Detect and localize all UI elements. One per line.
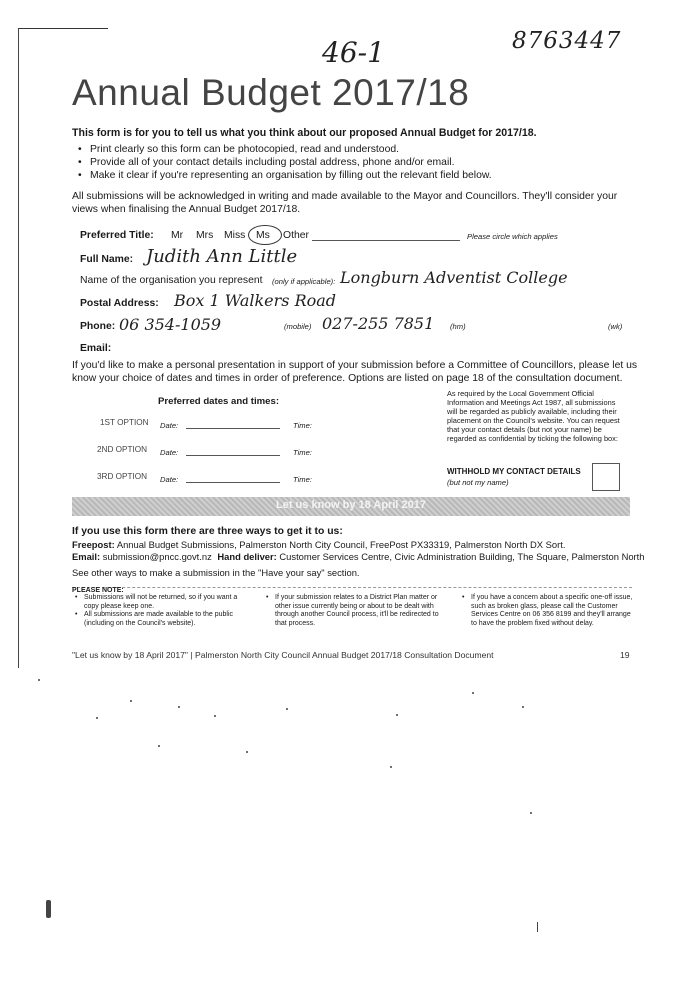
ways-heading: If you use this form there are three ways to get it to us: (72, 526, 343, 537)
scan-speck (390, 766, 392, 768)
scan-speck (246, 751, 248, 753)
please-note-heading: PLEASE NOTE: (72, 587, 124, 594)
note-item: • All submissions are made available to the public (including on the Council's website). (75, 611, 245, 628)
hand-deliver-text: Customer Services Centre, Civic Administration Building, The Square, Palmerston North (279, 551, 645, 562)
official-info-line: regarded as confidential by ticking the following box: (447, 434, 618, 443)
official-info-line: Information and Meetings Act 1987, all submissions (447, 398, 616, 407)
email-label: Email: (80, 343, 112, 354)
scan-speck (472, 692, 474, 694)
official-info-line: As required by the Local Government Official (447, 389, 594, 398)
circle-note: Please circle which applies (467, 232, 558, 241)
scan-speck (530, 812, 532, 814)
presentation-text: If you'd like to make a personal presentation in support of your submission before a Committee of Councillors, please let us know your choice of dates and times in order of preference. Options are listed on page 18 of the consultation document. (72, 360, 638, 384)
freepost-label: Freepost: (72, 539, 115, 550)
mobile-value[interactable]: 027-255 7851 (322, 314, 435, 333)
instruction-list (78, 143, 492, 182)
phone-label: Phone: (80, 321, 116, 332)
scan-speck (158, 745, 160, 747)
ms-circle-mark (248, 225, 282, 245)
option-1-date-label: Date: (160, 421, 179, 430)
option-3-time-label: Time: (293, 475, 312, 484)
scan-speck (130, 700, 132, 702)
withhold-note: (but not my name) (447, 478, 509, 487)
list-item: • Provide all of your contact details including postal address, phone and/or email. (78, 156, 492, 169)
hm-label: (hm) (450, 322, 466, 331)
note-item: • If your submission relates to a District Plan matter or other issue currently being or about to be dealt with through another Council process, it'll be redirected to that process. (266, 594, 444, 628)
list-item: • Print clearly so this form can be photocopied, read and understood. (78, 143, 492, 156)
email-line (72, 551, 645, 562)
note-item: • If you have a concern about a specific one-off issue, such as broken glass, please call the Customer Services Centre on 06 356 8199 and they'll arrange to have the problem fixed without delay. (462, 594, 634, 628)
withhold-checkbox[interactable] (592, 463, 620, 491)
notes-column-1 (75, 594, 245, 628)
title-option-miss[interactable]: Miss (224, 230, 246, 241)
notes-column-3 (462, 594, 634, 628)
option-3-date-field[interactable] (186, 482, 280, 483)
email-method-label: Email: (72, 551, 101, 562)
postal-address-value[interactable]: Box 1 Walkers Road (174, 291, 337, 310)
hand-deliver-label: Hand deliver: (217, 551, 277, 562)
wk-label: (wk) (608, 322, 623, 331)
notes-column-2 (266, 594, 444, 628)
page-number: 19 (620, 650, 630, 660)
other-title-field[interactable] (312, 240, 460, 241)
handwritten-ref-number: 46-1 (322, 36, 385, 69)
acknowledgement-text: All submissions will be acknowledged in writing and made available to the Mayor and Councillors. They'll consider your views when finalising the Annual Budget 2017/18. (72, 191, 618, 215)
full-name-label: Full Name: (80, 254, 134, 265)
frame-left-line (18, 28, 19, 668)
title-option-other[interactable]: Other (283, 230, 309, 241)
title-option-mr[interactable]: Mr (171, 230, 184, 241)
organisation-note: (only if applicable): (272, 277, 336, 286)
frame-top-line (18, 28, 108, 29)
phone-value[interactable]: 06 354-1059 (119, 315, 222, 334)
organisation-label: Name of the organisation you represent (80, 275, 263, 286)
option-1-label: 1ST OPTION (100, 418, 149, 427)
scan-speck (537, 922, 538, 932)
scan-speck (96, 717, 98, 719)
list-item: • Make it clear if you're representing an organisation by filling out the relevant field below. (78, 169, 492, 182)
option-2-date-field[interactable] (186, 455, 280, 456)
deadline-banner-text: Let us know by 18 April 2017 (276, 499, 426, 511)
withhold-label: WITHHOLD MY CONTACT DETAILS (447, 467, 581, 476)
email-address[interactable]: submission@pncc.govt.nz (102, 551, 212, 562)
footer-text: "Let us know by 18 April 2017" | Palmerston North City Council Annual Budget 2017/18 Consultation Document (72, 650, 494, 660)
freepost-text: Annual Budget Submissions, Palmerston North City Council, FreePost PX33319, Palmerston North DX Sort. (116, 539, 566, 550)
postal-address-label: Postal Address: (80, 298, 159, 309)
full-name-value[interactable]: Judith Ann Little (146, 246, 298, 267)
official-info-line: placement on the Council's website. You can request (447, 416, 620, 425)
scan-speck (214, 715, 216, 717)
option-2-time-label: Time: (293, 448, 312, 457)
freepost-line (72, 539, 565, 550)
deadline-banner (72, 497, 630, 516)
scan-speck (46, 900, 51, 918)
title-option-mrs[interactable]: Mrs (196, 230, 214, 241)
option-2-date-label: Date: (160, 448, 179, 457)
page-title: Annual Budget 2017/18 (72, 72, 470, 113)
note-item: • Submissions will not be returned, so if you want a copy please keep one. (75, 594, 245, 611)
scan-speck (38, 679, 40, 681)
option-1-date-field[interactable] (186, 428, 280, 429)
intro-text: This form is for you to tell us what you think about our proposed Annual Budget for 2017/18. (72, 127, 537, 139)
preferred-title-label: Preferred Title: (80, 230, 154, 241)
option-3-label: 3RD OPTION (97, 472, 148, 481)
official-info-line: will be regarded as publicly available, including their (447, 407, 617, 416)
option-3-date-label: Date: (160, 475, 179, 484)
official-info-line: that your contact details (but not your name) be (447, 425, 602, 434)
scan-speck (286, 708, 288, 710)
option-2-label: 2ND OPTION (97, 445, 148, 454)
scan-speck (522, 706, 524, 708)
divider (72, 587, 632, 588)
mobile-label: (mobile) (284, 322, 312, 331)
scan-speck (178, 706, 180, 708)
handwritten-id-number: 8763447 (512, 28, 622, 54)
title-option-ms[interactable]: Ms (256, 230, 270, 241)
other-ways-text: See other ways to make a submission in the "Have your say" section. (72, 567, 360, 578)
option-1-time-label: Time: (293, 421, 312, 430)
preferred-dates-heading: Preferred dates and times: (158, 396, 280, 407)
organisation-value[interactable]: Longburn Adventist College (340, 268, 568, 287)
scan-speck (396, 714, 398, 716)
